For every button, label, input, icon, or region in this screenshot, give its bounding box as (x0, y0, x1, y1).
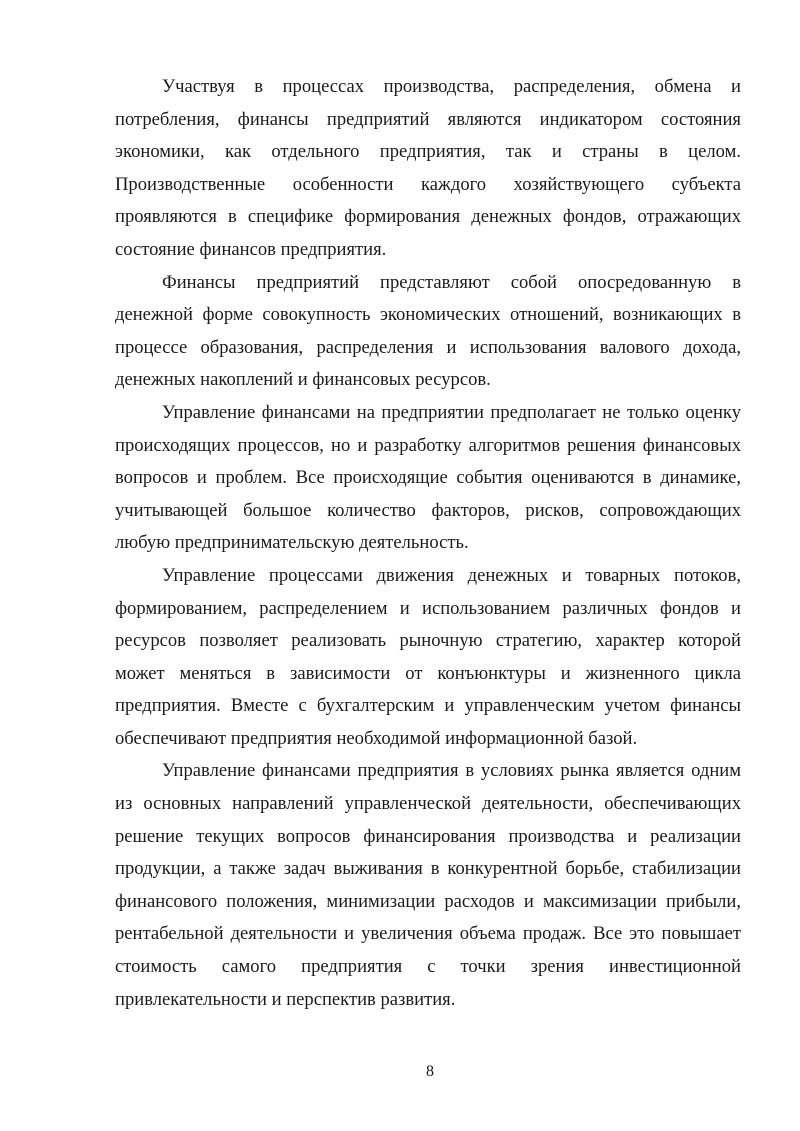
body-text (115, 71, 741, 1016)
paragraph-3: Управление финансами на предприятии предполагает не только оценку происходящих процессов, но и разработку алгоритмов решения финансовых вопросов и проблем. Все происходящие события оцениваются в динамике, учитывающей большое количество факторов, рисков, сопровождающих любую предпринимательскую деятельность. (115, 401, 741, 554)
paragraph-4: Управление процессами движения денежных и товарных потоков, формированием, распределением и использованием различных фондов и ресурсов позволяет реализовать рыночную стратегию, характер которой может меняться в зависимости от конъюнктуры и жизненного цикла предприятия. Вместе с бухгалтерским и управленческим учетом финансы обеспечивают предприятия необходимой информационной базой. (115, 564, 741, 749)
page-number: 8 (426, 1063, 434, 1080)
paragraph-1: Участвуя в процессах производства, распределения, обмена и потребления, финансы предприятий являются индикатором состояния экономики, как отдельного предприятия, так и страны в целом. Производственные особенности каждого хозяйствующего субъекта проявляются в специфике формирования денежных фондов, отражающих состояние финансов предприятия. (115, 76, 741, 260)
paragraph-2: Финансы предприятий представляют собой опосредованную в денежной форме совокупность экономических отношений, возникающих в процессе образования, распределения и использования валового дохода, денежных накоплений и финансовых ресурсов. (115, 271, 741, 391)
paragraph-5: Управление финансами предприятия в условиях рынка является одним из основных направлений управленческой деятельности, обеспечивающих решение текущих вопросов финансирования производства и реализации продукции, а также задач выживания в конкурентной борьбе, стабилизации финансового положения, минимизации расходов и максимизации прибыли, рентабельной деятельности и увеличения объема продаж. Все это повышает стоимость самого предприятия с точки зрения инвестиционной привлекательности и перспектив развития. (115, 760, 741, 1010)
